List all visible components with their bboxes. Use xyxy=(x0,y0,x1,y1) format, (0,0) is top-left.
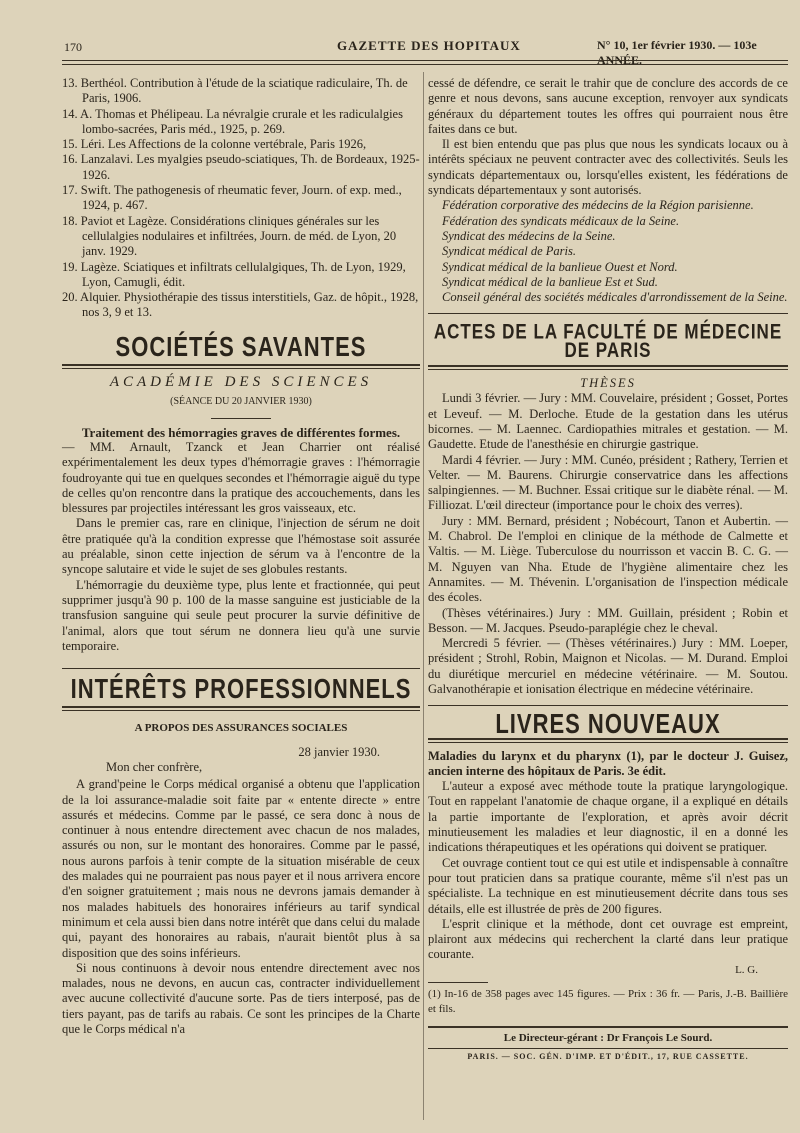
right-column xyxy=(428,76,788,1064)
letter-continuation: cessé de défendre, ce serait le trahir que de conclure des accords de ce genre et nous devons, sans aucune exception, renvoyer aux syndicats généraux du département toutes les offres qui pourraient nous être faites dans ce but. xyxy=(428,76,788,136)
section-title-actes: ACTES DE LA FACULTÉ DE MÉDECINE DE PARIS xyxy=(433,320,783,363)
signatory: Fédération des syndicats médicaux de la Seine. xyxy=(442,213,680,228)
book-paragraph: Cet ouvrage contient tout ce qui est utile et indispensable à connaître pour tout praticien dans sa pratique courante, même s'il n'est pas un spécialiste. La technique en est minutieusement décrite dans tous ses détails, elle est illustrée de près de 200 figures. xyxy=(428,855,788,916)
section-rule xyxy=(62,364,420,369)
left-column xyxy=(62,76,420,1037)
article-heading: Traitement des hémorragies graves de différentes formes. xyxy=(81,424,401,440)
signatory: Syndicat médical de la banlieue Ouest et Nord. xyxy=(442,259,678,274)
signatory: Syndicat médical de Paris. xyxy=(442,244,576,259)
gerant-box xyxy=(428,1026,788,1049)
theses-paragraph: (Thèses vétérinaires.) Jury : MM. Guillain, président ; Robin et Besson. — M. Jacques. Pseudo-paraplégie chez le cheval. xyxy=(428,605,788,635)
header-rule-2 xyxy=(62,64,788,65)
letter-salutation: Mon cher confrère, xyxy=(106,759,203,774)
reference-item: 15. Léri. Les Affections de la colonne vertébrale, Paris 1926, xyxy=(62,137,367,152)
section-title-livres: LIVRES NOUVEAUX xyxy=(495,708,721,740)
signatory: Conseil général des sociétés médicales d'arrondissement de la Seine. xyxy=(442,290,788,305)
book-footnote: (1) In-16 de 358 pages avec 145 figures. — Prix : 36 fr. — Paris, J.-B. Baillière et fils. xyxy=(428,988,788,1016)
section-title-societes: SOCIÉTÉS SAVANTES xyxy=(115,330,367,362)
reference-item: 13. Berthéol. Contribution à l'étude de la sciatique radiculaire, Th. de Paris, 1906. xyxy=(62,76,408,106)
footnote-rule xyxy=(428,982,488,983)
references-list xyxy=(62,76,420,321)
academie-seance: (SÉANCE DU 20 JANVIER 1930) xyxy=(170,396,312,408)
signatory: Syndicat médical de la banlieue Est et Sud. xyxy=(442,274,658,289)
page-header xyxy=(62,36,790,67)
printer-line: PARIS. — SOC. GÉN. D'IMP. ET D'ÉDIT., 17, RUE CASSETTE. xyxy=(467,1051,749,1061)
reference-item: 19. Lagèze. Sciatiques et infiltrats cellulalgiques, Th. de Lyon, 1929, Lyon, Camugli, édit. xyxy=(62,259,406,289)
header-rule xyxy=(62,60,788,61)
book-signature: L. G. xyxy=(735,963,758,976)
section-title-interets: INTÉRÊTS PROFESSIONNELS xyxy=(70,672,412,705)
letter-paragraph: Si nous continuons à devoir nous entendre directement avec nos malades, nous ne devons, en aucun cas, contracter individuellement avec aucune collectivité d'aucune sorte. Pas de tiers interposé, pas de tiers payant, pas de tarifs au rabais. Ce sont les principes de la Charte que le Corps médical n'a xyxy=(62,960,420,1037)
short-rule xyxy=(211,418,271,419)
signatory: Syndicat des médecins de la Seine. xyxy=(442,228,616,243)
letter-paragraph: A grand'peine le Corps médical organisé a obtenu que l'application de la loi assurance-maladie soit faite par « entente directe » entre assurés et médecins. Comme par le passé, ce sera donc à nous de continuer à nous entendre directement avec chacun de nos malades, assurés ou non, sur le montant des honoraires. Comme par le passé, nous aurons parfois à tenir compte de la situation misérable de ceux des malades qui ne pourraient pas nous payer et il nous arrivera encore d'en soigner gratuitement ; mais nous ne devrons jamais demander à nos malades habituels des honoraires inférieurs au tarif syndical minimum et cela aussi bien dans notre intérêt que dans celui du malade qui, payant des honoraires au rabais, n'aurait bientôt plus à sa disposition que des soins inférieurs. xyxy=(62,777,420,960)
page-number: 170 xyxy=(64,40,82,54)
theses-paragraph: Mercredi 5 février. — (Thèses vétérinaires.) Jury : MM. Loeper, président ; Strohl, Robin, Maignon et Nicolas. — M. Durand. Emploi du diurétique mercuriel en médecine vétérinaire. — M. Soutou. Galvanothérapie et ionisation électrique en médecine vétérinaire. xyxy=(428,636,788,696)
reference-item: 20. Alquier. Physiothérapie des tissus interstitiels, Gaz. de hôpit., 1928, nos 3, 9 et 13. xyxy=(62,290,419,320)
reference-item: 14. A. Thomas et Phélipeau. La névralgie crurale et les radiculalgies lombo-sacrées, Paris méd., 1925, p. 269. xyxy=(62,106,403,136)
book-paragraph: L'auteur a exposé avec méthode toute la pratique laryngologique. Tout en rappelant l'anatomie de chaque organe, il a expliqué en détails la partie importante de l'exploration, et après avoir décrit minutieusement les maladies et leur diagnostic, il en a donné les indications thérapeutiques et les opérations qui doivent se pratiquer. xyxy=(428,779,788,855)
theses-paragraph: Mardi 4 février. — Jury : MM. Cunéo, président ; Rathery, Terrien et Velter. — M. Baurens. Chirurgie conservatrice dans les affections salpingiennes. — M. Buchner. Essai critique sur le diabète rénal. — M. Filliozat. L'œil directeur (importance pour le choix des verres). xyxy=(428,452,788,513)
theses-paragraph: Lundi 3 février. — Jury : MM. Couvelaire, président ; Gosset, Portes et Leveuf. — M. Derloche. Etude de la gestation dans les utérus bicornes. — M. Laennec. Cardiopathies mitrales et gestation. — M. Gaudette. Etude de l'anesthésie en chirurgie gastrique. xyxy=(428,391,788,452)
article-paragraph: — MM. Arnault, Tzanck et Jean Charrier ont réalisé expérimentalement les deux types d'hémorragie graves : l'hémorragie foudroyante qui tue en quelques secondes et l'hémorragie aiguë du type de celles qu'on rencontre dans la pratique des accouchements, dans les blessures par projectiles intéressant les gros vaisseaux, etc. xyxy=(62,439,420,516)
letter-paragraph: Il est bien entendu que pas plus que nous les syndicats locaux ou à intérêts spéciaux ne peuvent contracter avec des collectivités. Seuls les syndicats départementaux ou, lorsqu'elles existent, les fédérations de syndicats départementaux y sont autorisés. xyxy=(428,137,788,198)
article-paragraph: Dans le premier cas, rare en clinique, l'injection de sérum ne doit être pratiquée qu'à la condition expresse que l'hémostase soit assurée au préalable, sinon cette injection de sérum va à l'encontre de la syncope salutaire et vide le sujet de ses globules restants. xyxy=(62,516,420,577)
assurances-title: A PROPOS DES ASSURANCES SOCIALES xyxy=(134,722,348,735)
article-paragraph: L'hémorragie du deuxième type, plus lente et fractionnée, qui peut supprimer jusqu'à 90 p. 100 de la masse sanguine est justiciable de la transfusion sanguine qui seule peut procurer la survie définitive de l'animal, alors que tout sérum ne donnera lieu qu'à une survie temporaire. xyxy=(62,577,420,653)
reference-item: 18. Paviot et Lagèze. Considérations cliniques générales sur les cellulalgies nodulaires et infiltrées, Journ. de méd. de Lyon, 20 janv. 1929. xyxy=(62,213,397,259)
signatory: Fédération corporative des médecins de la Région parisienne. xyxy=(442,198,754,213)
signatories-list xyxy=(428,198,788,305)
reference-item: 17. Swift. The pathogenesis of rheumatic fever, Journ. of exp. med., 1924, p. 467. xyxy=(62,183,402,213)
letter-date: 28 janvier 1930. xyxy=(298,744,380,759)
book-heading: Maladies du larynx et du pharynx (1), par le docteur J. Guisez, ancien interne des hôpitaux de Paris. 3e édit. xyxy=(428,748,788,778)
section-rule xyxy=(428,705,788,706)
section-rule xyxy=(428,313,788,314)
reference-item: 16. Lanzalavi. Les myalgies pseudo-sciatiques, Th. de Bordeaux, 1925-1926. xyxy=(62,152,420,182)
section-rule xyxy=(62,706,420,711)
theses-title: THÈSES xyxy=(580,376,636,391)
issue-info: N° 10, 1er février 1930. — 103e ANNÉE. xyxy=(597,38,757,67)
journal-title: GAZETTE DES HOPITAUX xyxy=(337,38,521,53)
column-divider xyxy=(423,72,424,1120)
gerant-line: Le Directeur-gérant : Dr François Le Sourd. xyxy=(503,1031,713,1044)
theses-paragraph: Jury : MM. Bernard, président ; Nobécourt, Tanon et Aubertin. — M. Chabrol. De l'emploi en clinique de la méthode de Calmette et Valtis. — M. Liège. Tuberculose du nourrisson et vaccin B. C. G. — M. Nguyen van Nha. Etude de l'hygiène alimentaire chez les Annamites. — M. Thévenin. L'organisation de l'inspection médicale des écoles. xyxy=(428,513,788,605)
book-paragraph: L'esprit clinique et la méthode, dont cet ouvrage est empreint, plairont aux médecins qui recherchent la clarté dans leur pratique courante. xyxy=(428,916,788,962)
section-rule xyxy=(428,365,788,370)
academie-title: ACADÉMIE DES SCIENCES xyxy=(109,374,373,391)
section-rule xyxy=(62,668,420,669)
